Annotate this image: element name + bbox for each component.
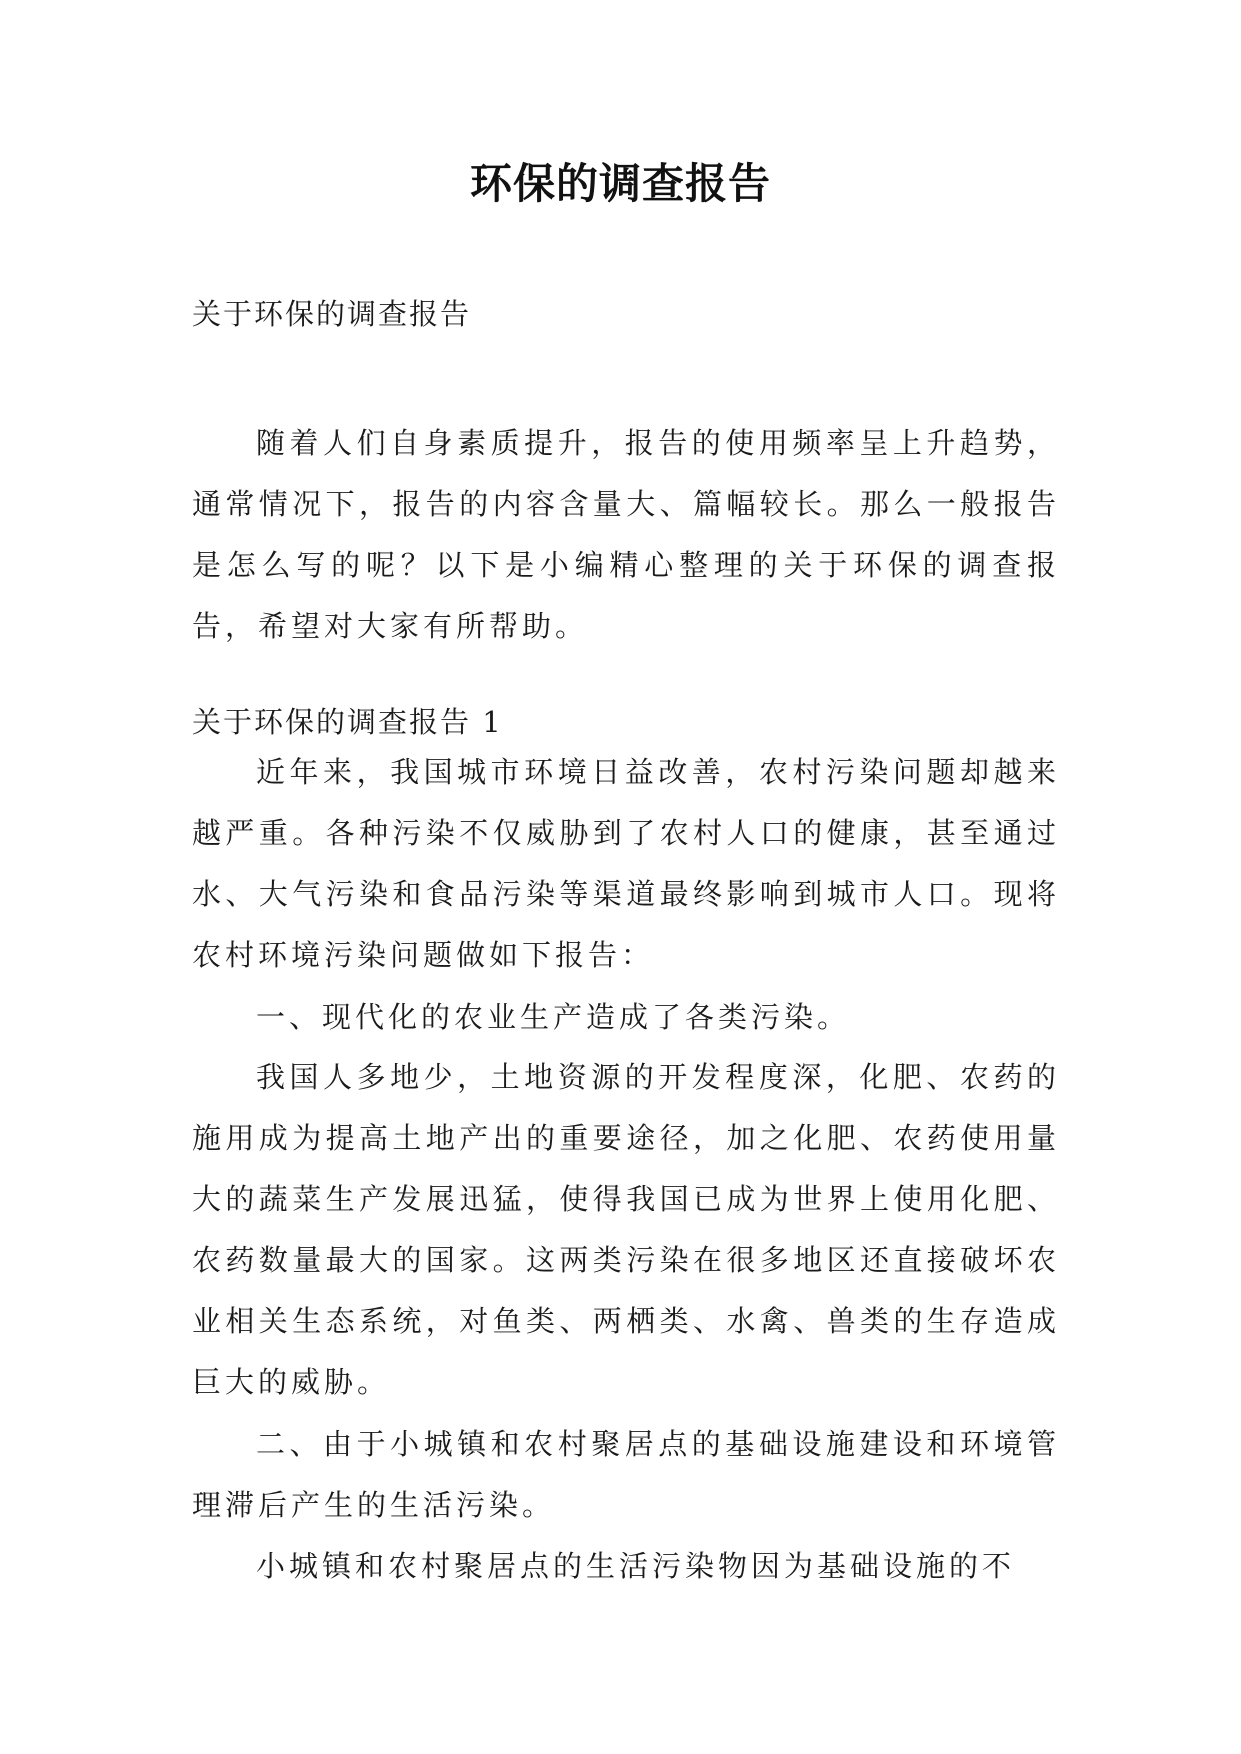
body-paragraph: 小城镇和农村聚居点的生活污染物因为基础设施的不 xyxy=(256,1549,1016,1583)
body-paragraph: 近年来，我国城市环境日益改善，农村污染问题却越来越严重。各种污染不仅威胁到了农村人口的健康，甚至通过水、大气污染和食品污染等渠道最终影响到城市人口。现将农村环境污染问题做如下报告： xyxy=(192,755,1060,972)
intro-paragraph: 随着人们自身素质提升，报告的使用频率呈上升趋势，通常情况下，报告的内容含量大、篇幅较长。那么一般报告是怎么写的呢？以下是小编精心整理的关于环保的调查报告，希望对大家有所帮助。 xyxy=(192,426,1060,643)
document-title: 环保的调查报告 xyxy=(469,159,771,208)
document-subtitle: 关于环保的调查报告 xyxy=(192,297,472,331)
body-paragraph: 二、由于小城镇和农村聚居点的基础设施建设和环境管理滞后产生的生活污染。 xyxy=(192,1427,1060,1522)
section-heading: 关于环保的调查报告 1 xyxy=(192,705,503,739)
body-paragraph: 一、现代化的农业生产造成了各类污染。 xyxy=(256,1000,851,1034)
body-paragraph: 我国人多地少，土地资源的开发程度深，化肥、农药的施用成为提高土地产出的重要途径，加之化肥、农药使用量大的蔬菜生产发展迅猛，使得我国已成为世界上使用化肥、农药数量最大的国家。这两类污染在很多地区还直接破坏农业相关生态系统，对鱼类、两栖类、水禽、兽类的生存造成巨大的威胁。 xyxy=(192,1060,1060,1399)
